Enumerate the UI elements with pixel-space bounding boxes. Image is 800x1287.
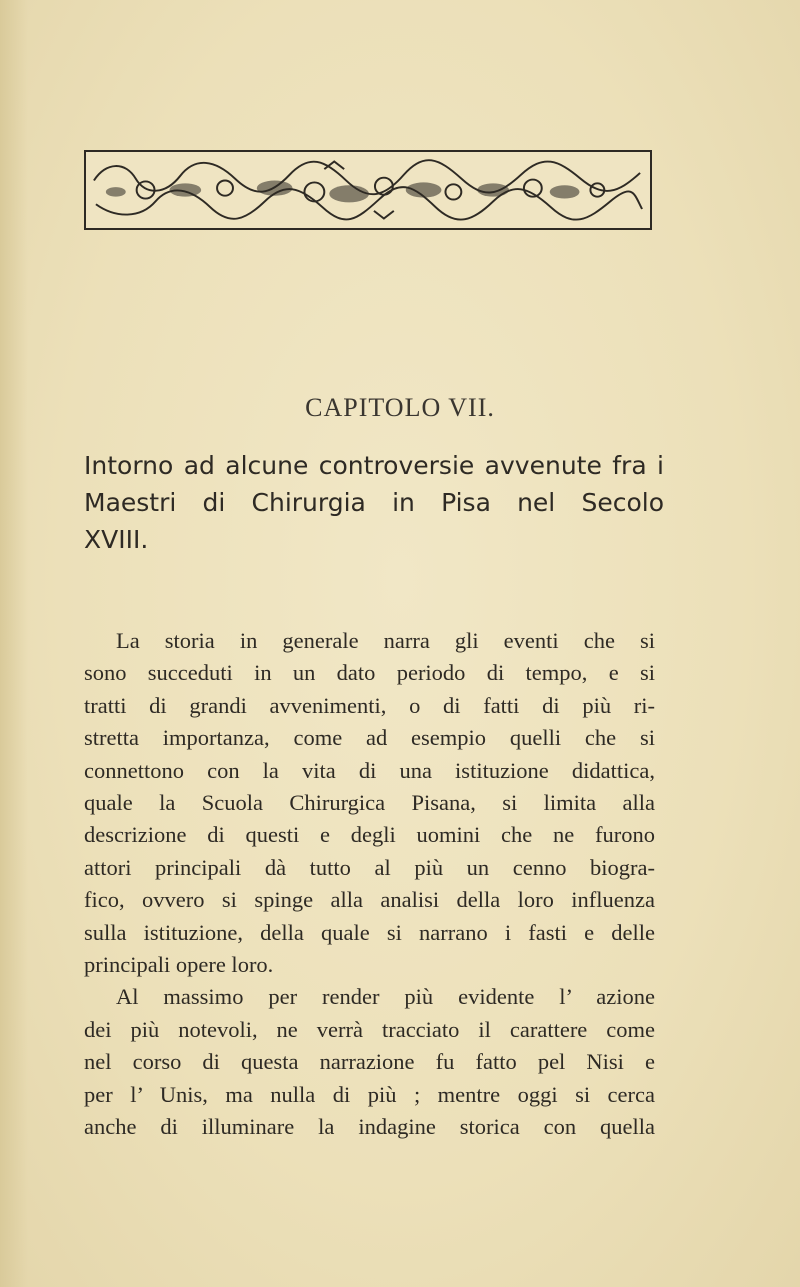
text-line: La storia in generale narra gli eventi che si [116, 628, 655, 653]
text-line: attori principali dà tutto al più un cenno biogra- [84, 854, 655, 880]
text-line: anche di illuminare la indagine storica con quella [84, 1114, 655, 1140]
chapter-title [84, 447, 664, 558]
chapter-heading: CAPITOLO VII. [305, 393, 495, 422]
text-line: per l’ Unis, ma nulla di più ; mentre oggi si cerca [84, 1081, 655, 1107]
page-edge-shadow [0, 0, 28, 1287]
ornament-scrollwork-icon [86, 152, 650, 228]
text-line: connettono con la vita di una istituzione didattica, [84, 757, 655, 783]
text-line: tratti di grandi avvenimenti, o di fatti di più ri- [84, 692, 655, 718]
text-line: descrizione di questi e degli uomini che ne furono [84, 822, 655, 848]
text-line: quale la Scuola Chirurgica Pisana, si limita alla [84, 790, 655, 816]
body-text [84, 625, 655, 1144]
decorative-headpiece [84, 150, 652, 230]
text-line: fico, ovvero si spinge alla analisi della loro influenza [84, 887, 655, 913]
text-line: sulla istituzione, della quale si narrano i fasti e delle [84, 919, 655, 945]
text-line: principali opere loro. [84, 952, 274, 978]
chapter-title-line: Intorno ad alcune controversie avvenute fra i [84, 451, 664, 480]
text-line: Al massimo per render più evidente l’ azione [116, 984, 655, 1010]
text-line: sono succeduti in un dato periodo di tempo, e si [84, 660, 655, 686]
paragraph-1 [84, 625, 655, 981]
text-line: stretta importanza, come ad esempio quelli che si [84, 725, 655, 751]
chapter-title-line: Maestri di Chirurgia in Pisa nel Secolo [84, 488, 664, 517]
chapter-title-line: XVIII. [84, 525, 149, 554]
text-line: dei più notevoli, ne verrà tracciato il carattere come [84, 1016, 655, 1042]
paragraph-2 [84, 981, 655, 1143]
text-line: nel corso di questa narrazione fu fatto pel Nisi e [84, 1049, 655, 1075]
